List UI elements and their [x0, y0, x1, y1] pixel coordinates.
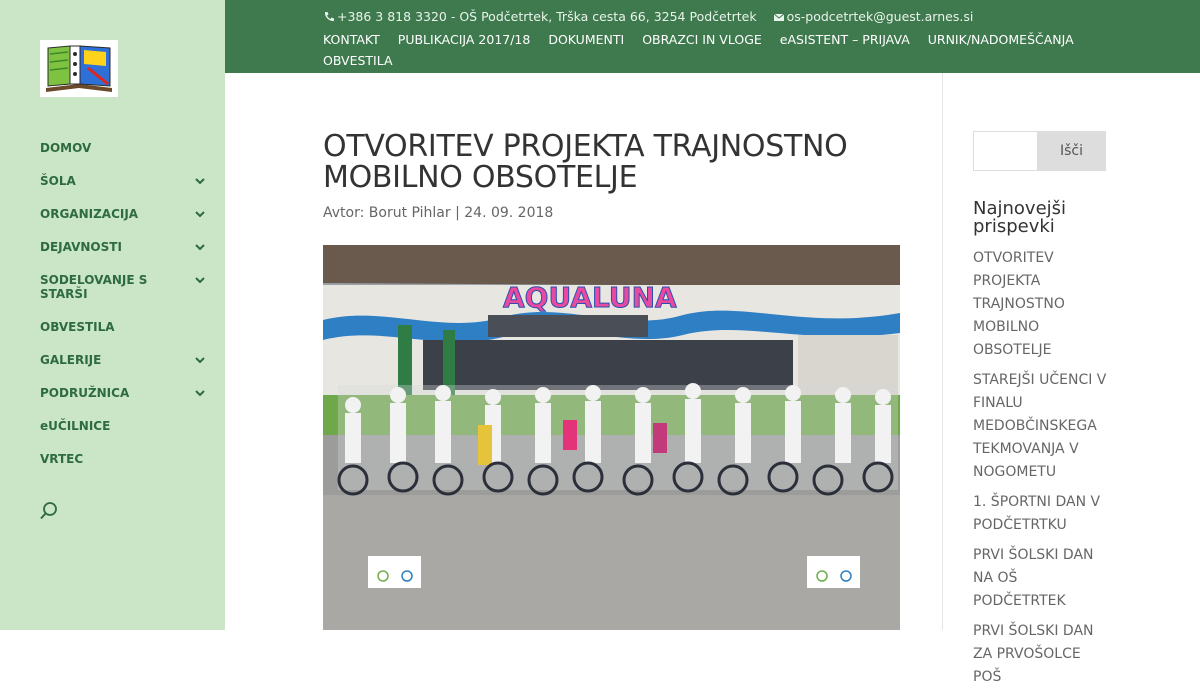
top-header: [225, 0, 1200, 73]
search-button[interactable]: Išči: [1037, 132, 1106, 170]
school-logo[interactable]: [40, 40, 118, 97]
phone-address-text: +386 3 818 3320 - OŠ Podčetrtek, Trška cesta 66, 3254 Podčetrtek: [337, 9, 757, 24]
search-icon[interactable]: [38, 500, 60, 522]
sidebar-search: [973, 131, 1106, 171]
project-logo-left: [368, 556, 421, 588]
phone-icon: [323, 11, 335, 23]
recent-post-link[interactable]: STAREJŠI UČENCI V FINALU MEDOBČINSKEGA TEKMOVANJA V NOGOMETU: [973, 372, 1107, 480]
topnav-dokumenti[interactable]: DOKUMENTI: [548, 32, 625, 47]
sidebar-item-label: eUČILNICE: [40, 419, 111, 433]
topnav-obrazci[interactable]: OBRAZCI IN VLOGE: [642, 32, 762, 47]
sidebar-item-label: VRTEC: [40, 452, 84, 466]
left-sidebar: [0, 0, 225, 630]
group-photo-image: [323, 245, 900, 630]
topnav-easistent[interactable]: eASISTENT – PRIJAVA: [779, 32, 910, 47]
chevron-down-icon[interactable]: [194, 241, 206, 253]
sidebar-item-podruznica[interactable]: [40, 386, 210, 400]
recent-posts-title: Najnovejši prispevki: [973, 198, 1067, 237]
post-featured-image[interactable]: [323, 245, 900, 630]
sidebar-item-galerije[interactable]: [40, 353, 210, 367]
project-logo-right: [807, 556, 860, 588]
sidebar-item-dejavnosti[interactable]: [40, 240, 210, 254]
chevron-down-icon[interactable]: [194, 208, 206, 220]
chevron-down-icon[interactable]: [194, 175, 206, 187]
post-title: OTVORITEV PROJEKTA TRAJNOSTNO MOBILNO OBSOTELJE: [323, 129, 848, 195]
sidebar-item-label: ŠOLA: [40, 174, 76, 188]
topnav-kontakt[interactable]: KONTAKT: [323, 32, 380, 47]
logo-icon: [40, 40, 118, 97]
top-nav: [323, 29, 1163, 71]
post-meta: Avtor: Borut Pihlar | 24. 09. 2018: [323, 205, 554, 221]
email-icon: [773, 11, 785, 23]
chevron-down-icon[interactable]: [194, 274, 206, 286]
sidebar-item-domov[interactable]: [40, 141, 210, 155]
topnav-publikacija[interactable]: PUBLIKACIJA 2017/18: [397, 32, 531, 47]
sidebar-item-label: OBVESTILA: [40, 320, 115, 334]
sidebar-item-label: DOMOV: [40, 141, 92, 155]
recent-post-link[interactable]: PRVI ŠOLSKI DAN ZA PRVOŠOLCE POŠ: [973, 623, 1094, 685]
sidebar-item-label: GALERIJE: [40, 353, 102, 367]
topnav-urnik[interactable]: URNIK/NADOMEŠČANJA: [927, 32, 1074, 47]
sidebar-item-label: ORGANIZACIJA: [40, 207, 139, 221]
children-group: [338, 383, 898, 494]
photo-sign-text: AQUALUNA: [503, 281, 677, 314]
contact-info: [323, 8, 973, 24]
topnav-obvestila[interactable]: OBVESTILA: [323, 53, 393, 68]
sidebar-item-organizacija[interactable]: [40, 207, 210, 221]
sidebar-item-vrtec[interactable]: [40, 452, 210, 466]
sidebar-item-label: SODELOVANJE S STARŠI: [40, 273, 148, 301]
sidebar-item-eucilnice[interactable]: [40, 419, 210, 433]
recent-post-link[interactable]: OTVORITEV PROJEKTA TRAJNOSTNO MOBILNO OBSOTELJE: [973, 250, 1065, 358]
chevron-down-icon[interactable]: [194, 354, 206, 366]
email-link[interactable]: os-podcetrtek@guest.arnes.si: [786, 9, 974, 24]
sidebar-item-label: DEJAVNOSTI: [40, 240, 122, 254]
sidebar-item-sodelovanje[interactable]: [40, 273, 210, 301]
sidebar-item-sola[interactable]: [40, 174, 210, 188]
sidebar-item-obvestila[interactable]: [40, 320, 210, 334]
recent-post-link[interactable]: 1. ŠPORTNI DAN V PODČETRTKU: [973, 494, 1101, 533]
recent-post-link[interactable]: PRVI ŠOLSKI DAN NA OŠ PODČETRTEK: [973, 547, 1094, 609]
recent-posts-list: [973, 247, 1123, 696]
sidebar-item-label: PODRUŽNICA: [40, 386, 130, 400]
search-input[interactable]: [974, 132, 1037, 170]
column-divider: [942, 73, 943, 630]
chevron-down-icon[interactable]: [194, 387, 206, 399]
